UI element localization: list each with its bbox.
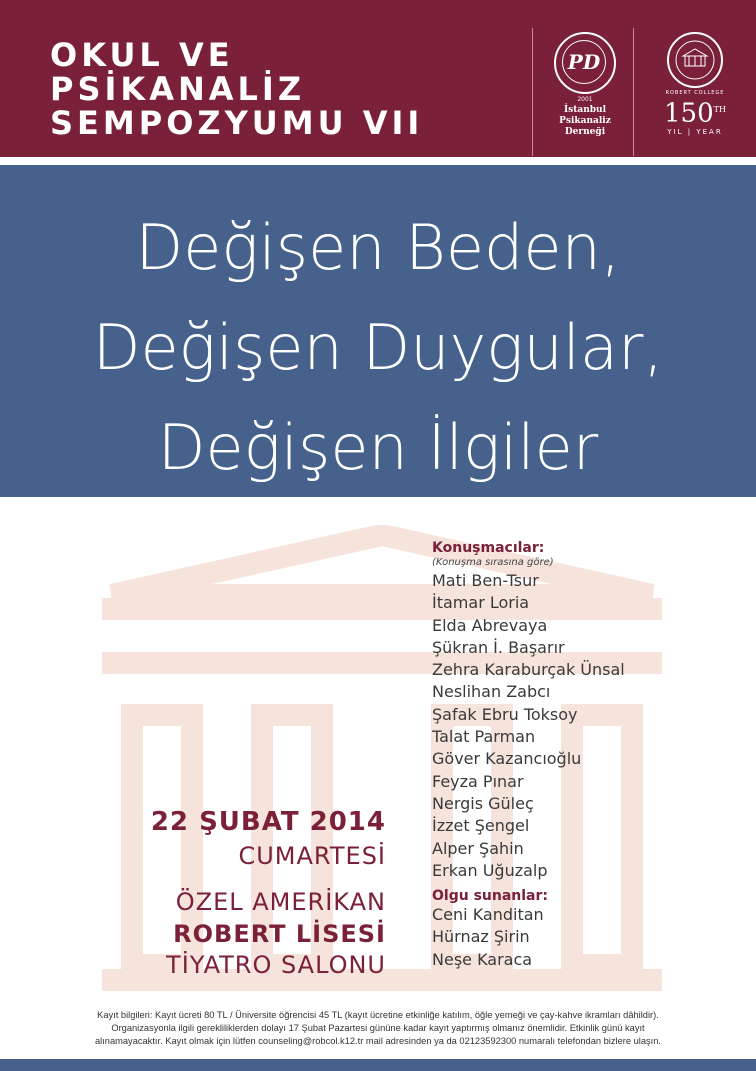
speaker-name: Alper Şahin [432, 838, 524, 858]
speaker-name: Erkan Uğuzalp [432, 860, 548, 880]
speakers-subtitle: (Konuşma sırasına göre) [432, 557, 554, 568]
istanbul-psikanaliz-dernegi-logo [541, 32, 629, 138]
speakers-section [432, 540, 752, 971]
anniversary-number [641, 96, 749, 128]
speaker-name: İtamar Loria [432, 593, 530, 613]
speaker-name: Talat Parman [432, 727, 536, 747]
title-line-2: PSİKANALİZ [50, 70, 306, 108]
title-line-1: OKUL VE [50, 36, 234, 74]
org-name [541, 105, 629, 138]
header-gap [0, 157, 756, 165]
event-date: 22 ŞUBAT 2014 [150, 807, 386, 837]
speaker-name: Mati Ben-Tsur [432, 571, 539, 590]
speaker-name: Göver Kazancıoğlu [432, 749, 582, 769]
divider-line-right [633, 28, 634, 156]
case-presenter-name: Neşe Karaca [432, 949, 533, 969]
case-presenter-name: Ceni Kanditan [432, 905, 544, 925]
venue-line-2: ROBERT LİSESİ [173, 920, 386, 948]
yil-year-label: YIL | YEAR [667, 127, 723, 136]
robert-college-name: ROBERT COLLEGE [665, 90, 725, 96]
speaker-name: Neslihan Zabcı [432, 682, 551, 702]
headline-line-3: Değişen İlgiler [157, 411, 599, 484]
registration-line-1: Kayıt bilgileri: Kayıt ücreti 80 TL / Üniversite öğrencisi 45 TL (kayıt ücretine etkinliğe katılım, öğle yemeği ve çay-kahve ikramları dâhildir). [97, 1010, 659, 1020]
event-day: CUMARTESİ [238, 842, 386, 870]
registration-info [16, 1009, 740, 1048]
seal-icon [554, 32, 616, 94]
speaker-name: Şükran İ. Başarır [432, 637, 565, 657]
headline-line-1: Değişen Beden, [135, 211, 621, 284]
speaker-name: Elda Abrevaya [432, 615, 548, 635]
robert-college-logo [641, 32, 749, 136]
building-seal-icon [667, 32, 723, 88]
symposium-title [50, 38, 423, 140]
speakers-title: Konuşmacılar: [432, 540, 545, 556]
registration-line-2: Organizasyonla ilgili gerekliliklerden dolayı 17 Şubat Pazartesi gününe kadar kayıt yaptırmış olmanız önemlidir. Etkinlik günü kayıt [111, 1023, 645, 1033]
event-details [151, 806, 386, 981]
org-name-line-3: Derneği [564, 127, 606, 137]
anniversary-value: 150 [664, 98, 714, 129]
speaker-name: İzzet Şengel [432, 816, 530, 836]
seal-monogram: PD [562, 40, 606, 84]
venue-line-3: TİYATRO SALONU [166, 951, 386, 979]
case-presenter-name: Hürnaz Şirin [432, 927, 530, 947]
title-line-3: SEMPOZYUMU VII [50, 104, 424, 142]
case-presenters-title: Olgu sunanlar: [432, 888, 548, 905]
headline-line-2: Değişen Duygular, [92, 311, 664, 384]
speaker-name: Zehra Karaburçak Ünsal [432, 660, 625, 680]
registration-line-3: alınamayacaktır. Kayıt olmak için lütfen counseling@robcol.k12.tr mail adresinden ya da 02123592300 numaralı telefondan bizlere ulaşın. [94, 1036, 662, 1046]
divider-line-left [532, 28, 533, 156]
speaker-name: Nergis Güleç [432, 793, 534, 813]
venue-line-1: ÖZEL AMERİKAN [175, 888, 386, 916]
headline [0, 198, 756, 498]
org-name-line-1: İstanbul [563, 105, 607, 115]
bottom-band [0, 1059, 756, 1071]
speaker-name: Feyza Pınar [432, 771, 524, 791]
speaker-name: Şafak Ebru Toksoy [432, 704, 578, 724]
seal-year: 2001 [577, 96, 593, 103]
org-name-line-2: Psikanaliz [559, 116, 611, 126]
anniversary-suffix: TH [713, 105, 726, 114]
